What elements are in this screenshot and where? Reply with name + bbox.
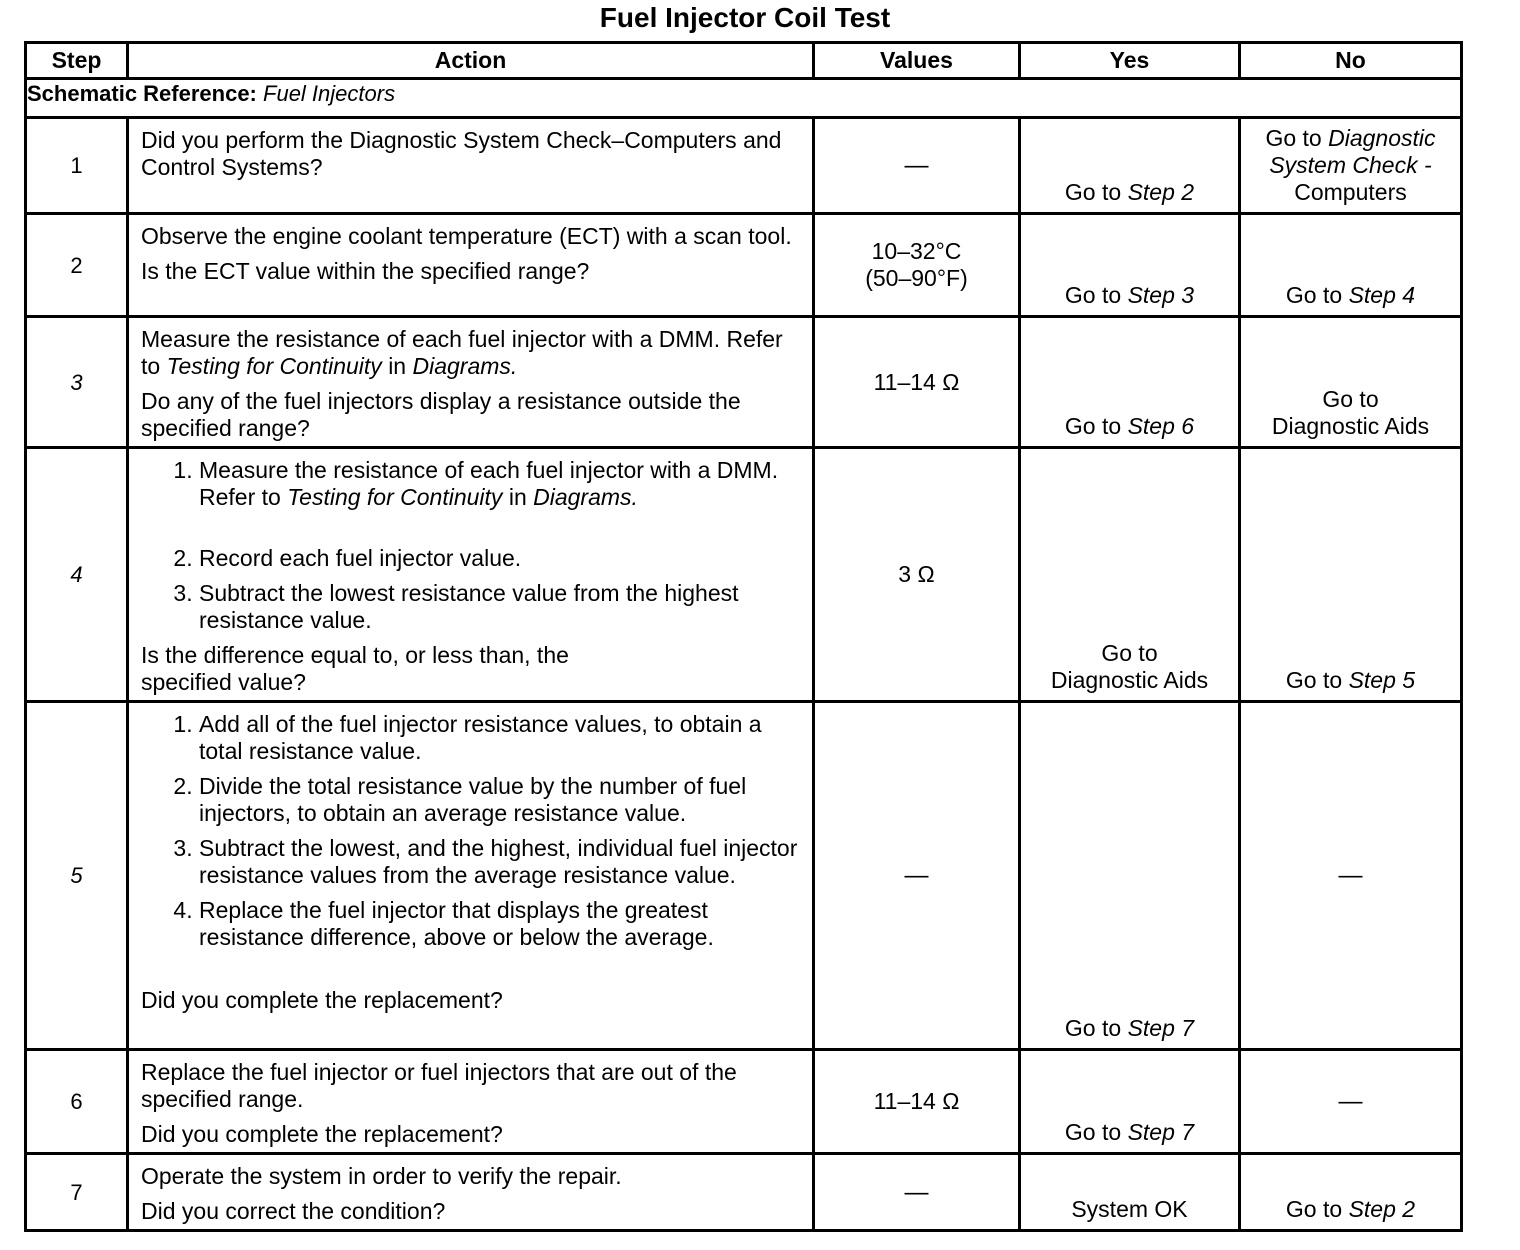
header-values: Values [814, 43, 1020, 79]
action-reference[interactable]: Testing for Continuity [287, 484, 503, 510]
diagnostic-table [24, 41, 1463, 1232]
header-action: Action [128, 43, 814, 79]
yes-prefix: Go to [1064, 282, 1122, 308]
yes-prefix: Go to [1064, 413, 1122, 439]
yes-link[interactable]: Diagnostic Aids [1050, 667, 1209, 693]
table-row [26, 214, 1462, 317]
list-item: 2. Divide the total resistance value by the number of fuel injectors, to obtain an average resistance value. [199, 773, 800, 827]
action-text: Observe the engine coolant temperature (ECT) with a scan tool. [141, 223, 792, 249]
no-prefix: Go to [1285, 282, 1343, 308]
no-cell [1240, 214, 1462, 317]
yes-cell [1020, 214, 1240, 317]
page-title: Fuel Injector Coil Test [599, 2, 891, 33]
action-cell [128, 702, 814, 1050]
action-text: Replace the fuel injector or fuel injectors that are out of the specified range. [141, 1059, 737, 1112]
action-question: Is the ECT value within the specified range? [141, 258, 590, 284]
no-link[interactable]: Step 5 [1348, 667, 1416, 693]
yes-prefix: Go to [1064, 1119, 1122, 1145]
action-text-part: in [388, 353, 407, 379]
action-cell [128, 1154, 814, 1231]
header-step: Step [26, 43, 128, 79]
list-item: 2. Record each fuel injector value. [199, 545, 800, 572]
no-cell [1240, 118, 1462, 214]
yes-link[interactable]: Step 7 [1127, 1015, 1195, 1041]
list-item [199, 457, 800, 511]
yes-cell [1020, 448, 1240, 702]
list-item: 4. Replace the fuel injector that displays the greatest resistance difference, above or below the average. [199, 897, 800, 951]
action-list [141, 457, 800, 634]
no-cell [1240, 448, 1462, 702]
no-cell [1240, 317, 1462, 448]
action-reference[interactable]: Diagrams. [412, 353, 518, 379]
action-cell [128, 448, 814, 702]
action-text-part: Measure the resistance of each fuel injector with a DMM. Refer to [141, 326, 783, 379]
step-number: 4 [26, 448, 128, 702]
action-cell [128, 118, 814, 214]
table-row [26, 1050, 1462, 1154]
action-cell [128, 214, 814, 317]
no-prefix: Go to [1285, 667, 1343, 693]
header-row [26, 43, 1462, 79]
action-question: Did you complete the replacement? [141, 987, 503, 1013]
values-cell: 11–14 Ω [814, 317, 1020, 448]
no-suffix: Computers [1294, 179, 1407, 205]
values-cell: — [814, 702, 1020, 1050]
action-question: Do any of the fuel injectors display a resistance outside the specified range? [141, 388, 741, 441]
yes-link[interactable]: Step 6 [1127, 413, 1195, 439]
schematic-row [26, 79, 1462, 118]
step-number: 7 [26, 1154, 128, 1231]
step-number: 1 [26, 118, 128, 214]
step-number: 3 [26, 317, 128, 448]
yes-prefix: Go to [1064, 179, 1122, 205]
step-number: 5 [26, 702, 128, 1050]
yes-cell [1020, 118, 1240, 214]
list-item: 3. Subtract the lowest resistance value from the highest resistance value. [199, 580, 800, 634]
no-link[interactable]: Step 4 [1348, 282, 1416, 308]
no-link[interactable]: Diagnostic Aids [1271, 413, 1430, 439]
step-number: 2 [26, 214, 128, 317]
no-prefix: Go to [1322, 386, 1379, 412]
yes-link[interactable]: Step 7 [1127, 1119, 1195, 1145]
no-cell: — [1240, 1050, 1462, 1154]
action-list [141, 711, 800, 951]
values-cell: — [814, 1154, 1020, 1231]
header-yes: Yes [1020, 43, 1240, 79]
no-prefix: Go to [1265, 125, 1322, 151]
list-item-text: Measure the resistance of each fuel injector with a DMM. Refer to [199, 457, 779, 510]
yes-cell [1020, 1050, 1240, 1154]
yes-cell: System OK [1020, 1154, 1240, 1231]
value-fahrenheit: (50–90°F) [865, 265, 968, 291]
action-text [141, 326, 800, 380]
table-row [26, 702, 1462, 1050]
no-link[interactable]: Step 2 [1348, 1196, 1416, 1222]
values-cell: 3 Ω [814, 448, 1020, 702]
yes-prefix: Go to [1064, 1015, 1122, 1041]
schematic-value: Fuel Injectors [263, 81, 396, 106]
yes-link[interactable]: Step 3 [1127, 282, 1195, 308]
no-link[interactable]: Diagnostic System Check - [1269, 125, 1436, 178]
yes-prefix: Go to [1101, 640, 1158, 666]
list-item-text: in [508, 484, 527, 510]
action-question: Did you correct the condition? [141, 1198, 446, 1224]
list-item: 3. Subtract the lowest, and the highest, individual fuel injector resistance values from the average resistance value. [199, 835, 800, 889]
no-cell: — [1240, 702, 1462, 1050]
step-number: 6 [26, 1050, 128, 1154]
schematic-label: Schematic Reference: [27, 81, 257, 106]
action-reference[interactable]: Testing for Continuity [166, 353, 382, 379]
yes-cell [1020, 317, 1240, 448]
action-cell [128, 1050, 814, 1154]
action-cell [128, 317, 814, 448]
action-reference[interactable]: Diagrams. [533, 484, 638, 510]
schematic-reference [26, 79, 1462, 118]
action-text: Did you perform the Diagnostic System Check–Computers and Control Systems? [141, 127, 782, 180]
table-row [26, 317, 1462, 448]
table-row [26, 1154, 1462, 1231]
table-row [26, 118, 1462, 214]
action-text: Operate the system in order to verify the repair. [141, 1163, 622, 1189]
action-question: Is the difference equal to, or less than, the specified value? [141, 642, 569, 695]
value-celsius: 10–32°C [871, 238, 962, 264]
values-cell: — [814, 118, 1020, 214]
yes-link[interactable]: Step 2 [1127, 179, 1195, 205]
yes-cell [1020, 702, 1240, 1050]
values-cell: 11–14 Ω [814, 1050, 1020, 1154]
table-row [26, 448, 1462, 702]
no-cell [1240, 1154, 1462, 1231]
no-prefix: Go to [1285, 1196, 1343, 1222]
action-question: Did you complete the replacement? [141, 1121, 503, 1147]
list-item: 1. Add all of the fuel injector resistance values, to obtain a total resistance value. [199, 711, 800, 765]
header-no: No [1240, 43, 1462, 79]
values-cell [814, 214, 1020, 317]
